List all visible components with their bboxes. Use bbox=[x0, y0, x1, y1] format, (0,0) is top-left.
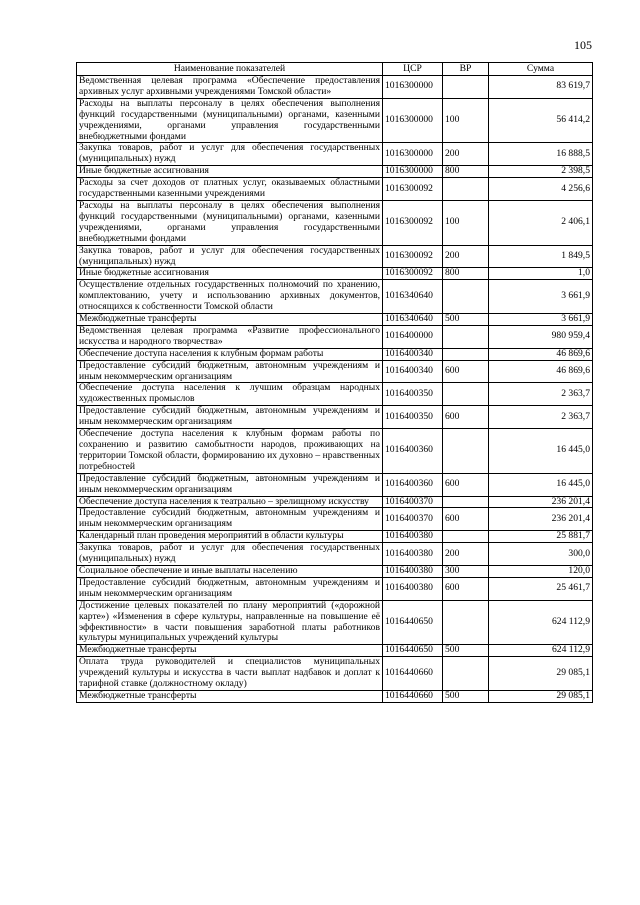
table-row bbox=[77, 543, 593, 566]
budget-table bbox=[76, 62, 593, 703]
row-name: Ведомственная целевая программа «Развитие профессионального искусства и народного творчества» bbox=[77, 325, 383, 348]
row-sum: 2 406,1 bbox=[489, 200, 593, 245]
row-name: Расходы на выплаты персоналу в целях обеспечения выполнения функций государственными (муниципальными) органами, казенными учреждениями, органами управления государственными внебюджетными фондами bbox=[77, 200, 383, 245]
table-row bbox=[77, 314, 593, 326]
row-name: Расходы на выплаты персоналу в целях обеспечения выполнения функций государственными (муниципальными) органами, казенными учреждениями, органами управления государственными внебюджетными фондами bbox=[77, 98, 383, 143]
row-name: Ведомственная целевая программа «Обеспечение предоставления архивных услуг архивными учреждениями Томской области» bbox=[77, 76, 383, 99]
row-csr-code: 1016400350 bbox=[383, 406, 443, 429]
row-sum: 29 085,1 bbox=[489, 690, 593, 702]
table-row bbox=[77, 76, 593, 99]
row-sum: 2 363,7 bbox=[489, 406, 593, 429]
row-csr-code: 1016340640 bbox=[383, 314, 443, 326]
row-name: Межбюджетные трансферты bbox=[77, 314, 383, 326]
table-row bbox=[77, 577, 593, 600]
row-sum: 2 398,5 bbox=[489, 166, 593, 178]
table-row bbox=[77, 406, 593, 429]
row-name: Оплата труда руководителей и специалистов муниципальных учреждений культуры и искусства в части выплат надбавок и доплат к тарифной ставке (должностному окладу) bbox=[77, 657, 383, 691]
row-name: Предоставление субсидий бюджетным, автономным учреждениям и иным некоммерческим организациям bbox=[77, 577, 383, 600]
row-sum: 46 869,6 bbox=[489, 360, 593, 383]
row-sum: 236 201,4 bbox=[489, 508, 593, 531]
row-csr-code: 1016300092 bbox=[383, 245, 443, 268]
row-vr-code: 600 bbox=[443, 473, 489, 496]
row-csr-code: 1016400350 bbox=[383, 383, 443, 406]
row-vr-code: 600 bbox=[443, 360, 489, 383]
row-name: Достижение целевых показателей по плану мероприятий («дорожной карте») «Изменения в сфере культуры, направленные на повышение её эффективности» в части повышения заработной платы работников культуры муниципальных учреждений культуры bbox=[77, 600, 383, 645]
row-csr-code: 1016340640 bbox=[383, 280, 443, 314]
table-row bbox=[77, 508, 593, 531]
row-name: Закупка товаров, работ и услуг для обеспечения государственных (муниципальных) нужд bbox=[77, 143, 383, 166]
row-vr-code bbox=[443, 76, 489, 99]
row-name: Социальное обеспечение и иные выплаты населению bbox=[77, 565, 383, 577]
row-sum: 236 201,4 bbox=[489, 496, 593, 508]
table-row bbox=[77, 473, 593, 496]
table-row bbox=[77, 268, 593, 280]
row-vr-code bbox=[443, 531, 489, 543]
row-name: Межбюджетные трансферты bbox=[77, 690, 383, 702]
row-csr-code: 1016300092 bbox=[383, 200, 443, 245]
table-row bbox=[77, 360, 593, 383]
table-row bbox=[77, 280, 593, 314]
row-vr-code: 100 bbox=[443, 200, 489, 245]
page-number: 105 bbox=[574, 38, 592, 52]
table-row bbox=[77, 178, 593, 201]
table-row bbox=[77, 348, 593, 360]
table-row bbox=[77, 645, 593, 657]
row-sum: 3 661,9 bbox=[489, 280, 593, 314]
table-row bbox=[77, 565, 593, 577]
table-row bbox=[77, 383, 593, 406]
row-csr-code: 1016300000 bbox=[383, 76, 443, 99]
row-csr-code: 1016440650 bbox=[383, 645, 443, 657]
row-vr-code bbox=[443, 600, 489, 645]
row-csr-code: 1016400360 bbox=[383, 473, 443, 496]
row-sum: 25 461,7 bbox=[489, 577, 593, 600]
row-csr-code: 1016400380 bbox=[383, 543, 443, 566]
row-vr-code bbox=[443, 657, 489, 691]
row-sum: 2 363,7 bbox=[489, 383, 593, 406]
table-row bbox=[77, 429, 593, 474]
row-sum: 46 869,6 bbox=[489, 348, 593, 360]
row-sum: 56 414,2 bbox=[489, 98, 593, 143]
row-csr-code: 1016400370 bbox=[383, 508, 443, 531]
row-vr-code: 300 bbox=[443, 565, 489, 577]
table-header bbox=[77, 63, 593, 76]
row-csr-code: 1016300092 bbox=[383, 268, 443, 280]
header-csr: ЦСР bbox=[383, 63, 443, 76]
row-sum: 25 881,7 bbox=[489, 531, 593, 543]
table-row bbox=[77, 166, 593, 178]
row-sum: 980 959,4 bbox=[489, 325, 593, 348]
row-name: Расходы за счет доходов от платных услуг, оказываемых областными государственными казенными учреждениями bbox=[77, 178, 383, 201]
row-sum: 624 112,9 bbox=[489, 600, 593, 645]
table-row bbox=[77, 200, 593, 245]
table-row bbox=[77, 245, 593, 268]
row-sum: 16 888,5 bbox=[489, 143, 593, 166]
header-row bbox=[77, 63, 593, 76]
row-name: Предоставление субсидий бюджетным, автономным учреждениям и иным некоммерческим организациям bbox=[77, 360, 383, 383]
row-name: Предоставление субсидий бюджетным, автономным учреждениям и иным некоммерческим организациям bbox=[77, 406, 383, 429]
row-sum: 120,0 bbox=[489, 565, 593, 577]
row-name: Обеспечение доступа населения к клубным формам работы по сохранению и развитию самобытности народов, проживающих на территории Томской области, формированию их духовно – нравственных потребностей bbox=[77, 429, 383, 474]
row-sum: 29 085,1 bbox=[489, 657, 593, 691]
row-vr-code: 600 bbox=[443, 406, 489, 429]
row-vr-code bbox=[443, 325, 489, 348]
header-sum: Сумма bbox=[489, 63, 593, 76]
row-vr-code bbox=[443, 348, 489, 360]
row-name: Иные бюджетные ассигнования bbox=[77, 268, 383, 280]
row-csr-code: 1016300000 bbox=[383, 98, 443, 143]
row-name: Закупка товаров, работ и услуг для обеспечения государственных (муниципальных) нужд bbox=[77, 245, 383, 268]
header-vr: ВР bbox=[443, 63, 489, 76]
row-name: Предоставление субсидий бюджетным, автономным учреждениям и иным некоммерческим организациям bbox=[77, 473, 383, 496]
row-csr-code: 1016400380 bbox=[383, 565, 443, 577]
row-name: Предоставление субсидий бюджетным, автономным учреждениям и иным некоммерческим организациям bbox=[77, 508, 383, 531]
table-body bbox=[77, 76, 593, 703]
row-csr-code: 1016400380 bbox=[383, 531, 443, 543]
row-csr-code: 1016400000 bbox=[383, 325, 443, 348]
row-csr-code: 1016400380 bbox=[383, 577, 443, 600]
row-vr-code: 100 bbox=[443, 98, 489, 143]
header-name: Наименование показателей bbox=[77, 63, 383, 76]
row-name: Обеспечение доступа населения к клубным формам работы bbox=[77, 348, 383, 360]
table-row bbox=[77, 98, 593, 143]
row-sum: 1 849,5 bbox=[489, 245, 593, 268]
row-name: Закупка товаров, работ и услуг для обеспечения государственных (муниципальных) нужд bbox=[77, 543, 383, 566]
row-name: Обеспечение доступа населения к театрально – зрелищному искусству bbox=[77, 496, 383, 508]
row-vr-code bbox=[443, 383, 489, 406]
row-sum: 16 445,0 bbox=[489, 429, 593, 474]
row-vr-code: 200 bbox=[443, 245, 489, 268]
row-vr-code: 500 bbox=[443, 690, 489, 702]
table-row bbox=[77, 325, 593, 348]
row-name: Календарный план проведения мероприятий в области культуры bbox=[77, 531, 383, 543]
row-vr-code bbox=[443, 429, 489, 474]
row-sum: 3 661,9 bbox=[489, 314, 593, 326]
row-vr-code bbox=[443, 496, 489, 508]
row-vr-code bbox=[443, 280, 489, 314]
row-csr-code: 1016300000 bbox=[383, 166, 443, 178]
table-row bbox=[77, 600, 593, 645]
row-vr-code: 600 bbox=[443, 577, 489, 600]
row-vr-code: 500 bbox=[443, 645, 489, 657]
row-sum: 300,0 bbox=[489, 543, 593, 566]
row-name: Обеспечение доступа населения к лучшим образцам народных художественных промыслов bbox=[77, 383, 383, 406]
row-sum: 1,0 bbox=[489, 268, 593, 280]
row-vr-code bbox=[443, 178, 489, 201]
row-vr-code: 800 bbox=[443, 268, 489, 280]
row-sum: 624 112,9 bbox=[489, 645, 593, 657]
row-csr-code: 1016440660 bbox=[383, 690, 443, 702]
row-vr-code: 600 bbox=[443, 508, 489, 531]
row-csr-code: 1016300092 bbox=[383, 178, 443, 201]
row-csr-code: 1016300000 bbox=[383, 143, 443, 166]
row-csr-code: 1016440660 bbox=[383, 657, 443, 691]
row-vr-code: 800 bbox=[443, 166, 489, 178]
row-csr-code: 1016400340 bbox=[383, 348, 443, 360]
table-row bbox=[77, 657, 593, 691]
row-csr-code: 1016440650 bbox=[383, 600, 443, 645]
row-sum: 16 445,0 bbox=[489, 473, 593, 496]
row-vr-code: 500 bbox=[443, 314, 489, 326]
table-row bbox=[77, 690, 593, 702]
row-sum: 83 619,7 bbox=[489, 76, 593, 99]
table-row bbox=[77, 143, 593, 166]
row-sum: 4 256,6 bbox=[489, 178, 593, 201]
table-row bbox=[77, 496, 593, 508]
table-row bbox=[77, 531, 593, 543]
row-name: Межбюджетные трансферты bbox=[77, 645, 383, 657]
row-vr-code: 200 bbox=[443, 543, 489, 566]
row-name: Осуществление отдельных государственных полномочий по хранению, комплектованию, учету и использованию архивных документов, относящихся к собственности Томской области bbox=[77, 280, 383, 314]
row-csr-code: 1016400340 bbox=[383, 360, 443, 383]
row-csr-code: 1016400370 bbox=[383, 496, 443, 508]
row-vr-code: 200 bbox=[443, 143, 489, 166]
row-csr-code: 1016400360 bbox=[383, 429, 443, 474]
row-name: Иные бюджетные ассигнования bbox=[77, 166, 383, 178]
